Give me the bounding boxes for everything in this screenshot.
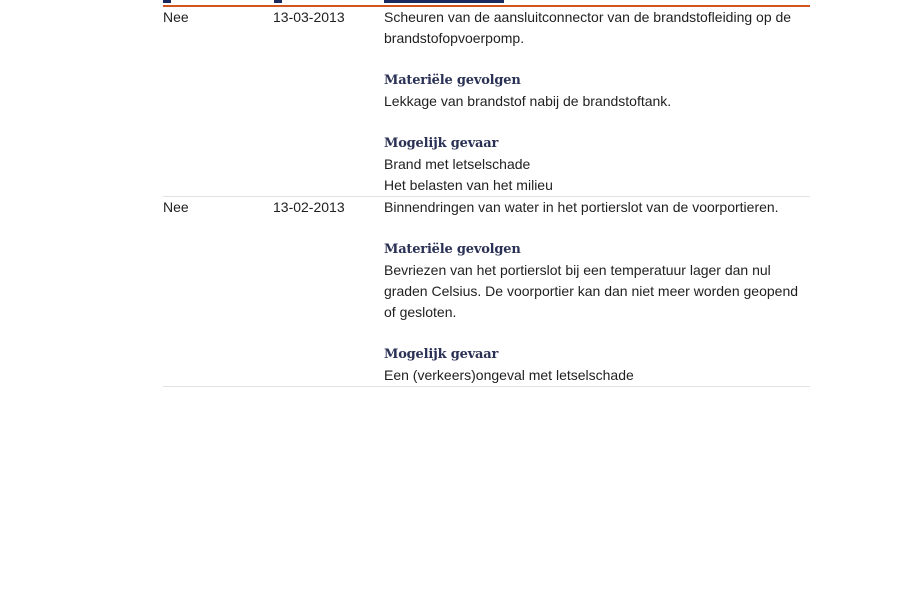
document-page	[163, 0, 810, 600]
consequence-text: Bevriezen van het portierslot bij een temperatuur lager dan nul graden Celsius. De voorportier kan dan niet meer worden geopend of gesloten.	[384, 262, 799, 320]
header-remnant	[163, 0, 171, 3]
consequence-text: Lekkage van brandstof nabij de brandstoftank.	[384, 93, 672, 109]
consequences-heading: Materiële gevolgen	[384, 242, 521, 257]
danger-text: Brand met letselschade	[384, 156, 531, 172]
defect-description: Binnendringen van water in het portierslot van de voorportieren.	[384, 199, 779, 215]
table-row	[163, 7, 810, 197]
table-row	[163, 197, 810, 387]
danger-heading: Mogelijk gevaar	[384, 347, 499, 362]
date-cell: 13-02-2013	[273, 199, 345, 215]
danger-text: Het belasten van het milieu	[384, 177, 553, 193]
recall-table	[163, 7, 810, 387]
description-cell	[384, 197, 810, 386]
status-cell: Nee	[163, 199, 189, 215]
date-cell: 13-03-2013	[273, 9, 345, 25]
consequences-heading: Materiële gevolgen	[384, 73, 521, 88]
header-remnant	[274, 0, 282, 3]
description-cell	[384, 7, 810, 196]
danger-heading: Mogelijk gevaar	[384, 136, 499, 151]
defect-description: Scheuren van de aansluitconnector van de brandstofleiding op de brandstofopvoerpomp.	[384, 9, 792, 46]
danger-text: Een (verkeers)ongeval met letselschade	[384, 367, 634, 383]
status-cell: Nee	[163, 9, 189, 25]
header-remnant	[384, 0, 504, 3]
